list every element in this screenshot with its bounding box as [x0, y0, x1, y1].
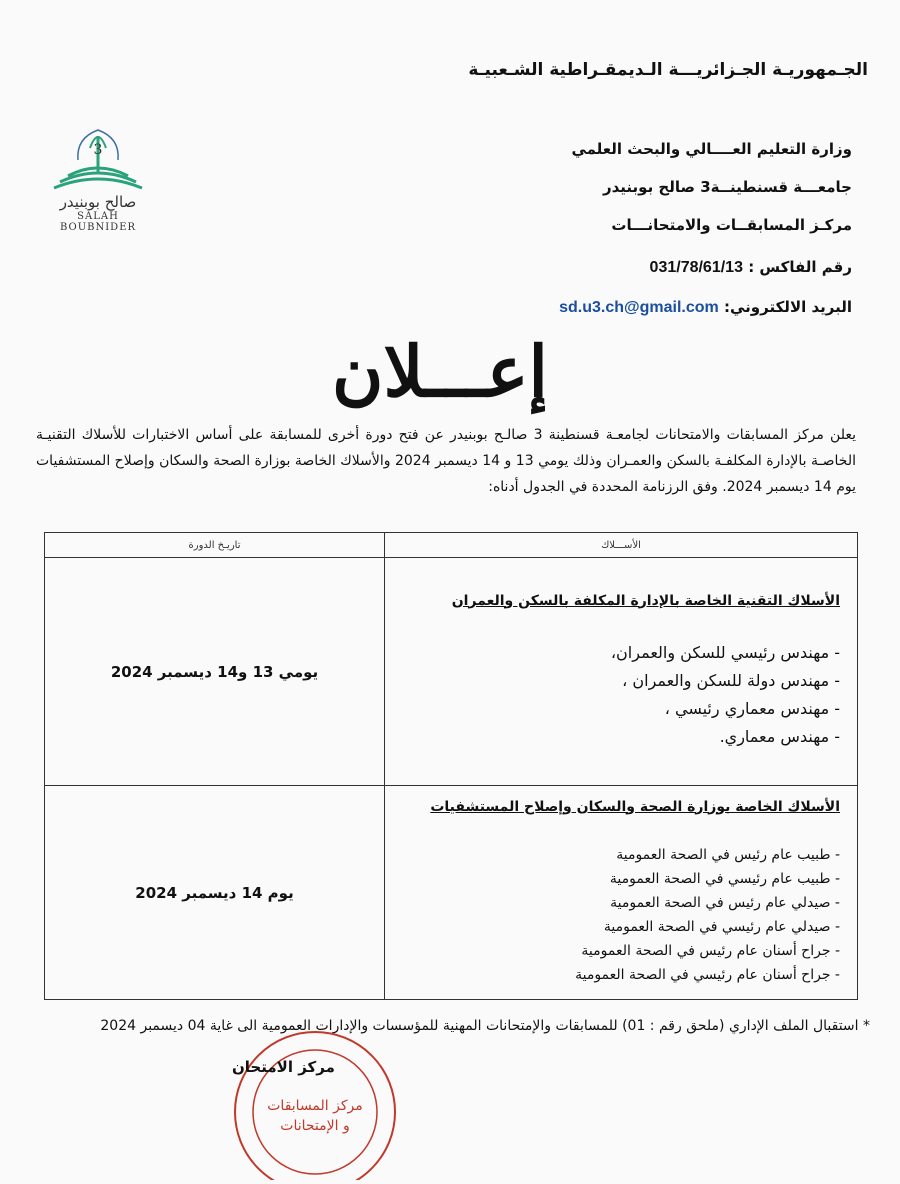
list-item: - جراح أسنان عام رئيس في الصحة العمومية [581, 942, 840, 959]
list-item: - صيدلي عام رئيس في الصحة العمومية [610, 894, 840, 911]
logo-arabic-text: صالح بوبنيدر [59, 193, 137, 211]
corps-cell [385, 786, 858, 1000]
date-cell: يومي 13 و14 ديسمبر 2024 [45, 558, 385, 786]
table-header-row [45, 533, 858, 558]
group-title: الأسلاك التقنية الخاصة بالإدارة المكلفة بالسكن والعمران [451, 592, 840, 609]
stamp-seal-icon [225, 1020, 405, 1180]
posts-list [386, 843, 856, 987]
logo-latin-text: SALAH BOUBNIDER [59, 211, 137, 233]
announcement-title: إعـــلان [332, 330, 548, 413]
email-label: البريد الالكتروني: [724, 298, 852, 316]
schedule-table [44, 532, 858, 1000]
column-header-date: تاريـخ الدورة [45, 533, 385, 558]
table-row [45, 786, 858, 1000]
group-title: الأسلاك الخاصة بوزارة الصحة والسكان وإصلاح المستشفيات [430, 798, 840, 815]
list-item: - مهندس دولة للسكن والعمران ، [622, 670, 840, 690]
fax-label: رقم الفاكس : [748, 258, 852, 276]
stamp-line2: و الإمتحانات [280, 1118, 350, 1134]
email-link[interactable]: sd.u3.ch@gmail.com [559, 299, 719, 316]
fax-line [650, 258, 852, 277]
column-header-corps: الأســـلاك [385, 533, 858, 558]
list-item: - طبيب عام رئيسي في الصحة العمومية [609, 870, 840, 887]
signature-label: مركز الامتحان [232, 1058, 335, 1076]
email-line [559, 298, 852, 317]
date-cell: يوم 14 ديسمبر 2024 [45, 786, 385, 1000]
official-stamp [225, 1020, 405, 1180]
list-item: - مهندس معماري. [719, 726, 840, 746]
republic-title: الجـمهوريـة الجـزائريـــة الـديمقـراطية الشـعبيـة [468, 60, 868, 80]
svg-text:3: 3 [93, 142, 103, 158]
announcement-paragraph: يعلن مركز المسابقات والامتحانات لجامعـة قسنطينة 3 صالـح بوبنيدر عن فتح دورة أخرى للمسابقة على أساس الاختبارات للأسلاك التقنيـة الخاصـة بالإدارة المكلفـة بالسكن والعمـران وذلك يومي 13 و 14 ديسمبر 2024 والأسلاك الخاصة بوزارة الصحة والسكان وإصلاح المستشفيات يوم 14 ديسمبر 2024. وفق الرزنامة المحددة في الجدول أدناه: [36, 427, 857, 495]
logo-emblem-icon [38, 118, 158, 193]
ministry-name: وزارة التعليم العــــالي والبحث العلمي [571, 140, 852, 158]
list-item: - مهندس رئيسي للسكن والعمران، [610, 642, 840, 662]
list-item: - جراح أسنان عام رئيسي في الصحة العمومية [575, 966, 840, 983]
list-item: - طبيب عام رئيس في الصحة العمومية [616, 846, 840, 863]
posts-list [386, 639, 856, 751]
university-name: جامعـــة قسنطينــة3 صالح بوبنيدر [603, 178, 852, 196]
list-item: - صيدلي عام رئيسي في الصحة العمومية [603, 918, 840, 935]
center-name: مركـز المسابقــات والامتحانـــات [611, 216, 852, 234]
university-logo [38, 118, 158, 233]
stamp-line1: مركز المسابقات [267, 1098, 363, 1114]
corps-cell [385, 558, 858, 786]
list-item: - مهندس معماري رئيسي ، [664, 698, 840, 718]
table-row [45, 558, 858, 786]
footnote: * استقبال الملف الإداري (ملحق رقم : 01) للمسابقات والإمتحانات المهنية للمؤسسات والإدارات العمومية الى غاية 04 ديسمبر 2024 [100, 1018, 870, 1034]
fax-value: 031/78/61/13 [649, 259, 743, 276]
